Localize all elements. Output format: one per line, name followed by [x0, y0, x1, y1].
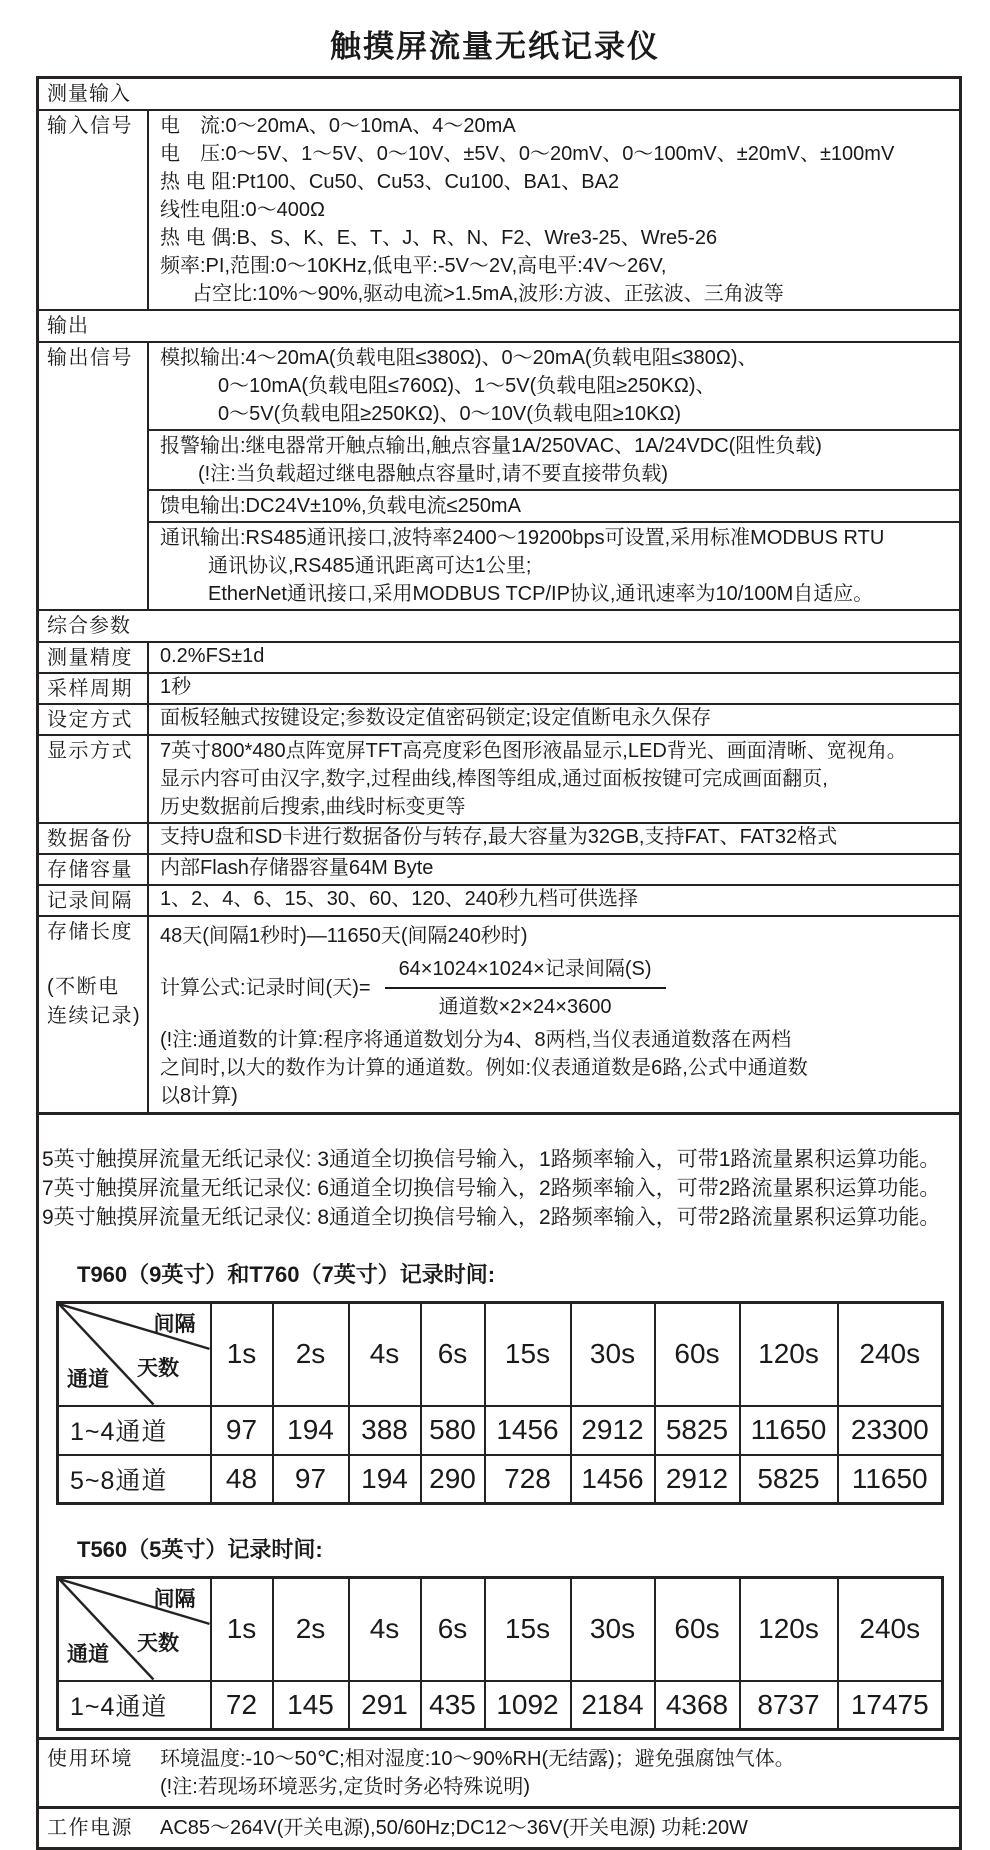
- row-storage-length: [39, 915, 959, 1112]
- cell-value: 291: [349, 1681, 421, 1730]
- section-label: 测量输入: [47, 83, 131, 105]
- spec-line: 0～5V(负载电阻≥250KΩ)、0～10V(负载电阻≥10KΩ): [218, 403, 682, 425]
- corner-cell: [58, 1303, 211, 1406]
- col-header: 1s: [211, 1303, 273, 1406]
- col-header: 240s: [838, 1578, 943, 1681]
- section-label: 综合参数: [47, 615, 131, 637]
- cell-value: 23300: [838, 1406, 943, 1455]
- row-backup: [39, 822, 959, 853]
- storage-label-line: 存储长度: [47, 921, 133, 943]
- subrow-feed-output: [149, 489, 959, 521]
- spec-table: [36, 76, 962, 1115]
- spec-line: 报警输出:继电器常开触点输出,触点容量1A/250VAC、1A/24VDC(阻性负载): [160, 435, 822, 457]
- intro-line: 5英寸触摸屏流量无纸记录仪: 3通道全切换信号输入，1路频率输入，可带1路流量累积运算功能。: [42, 1148, 941, 1171]
- row-environment: [39, 1737, 959, 1806]
- cell-value: 48: [211, 1455, 273, 1504]
- setting-value: [149, 705, 959, 734]
- row-display: [39, 734, 959, 822]
- section-measure-input: [39, 79, 959, 109]
- cell-value: 97: [211, 1406, 273, 1455]
- formula-numerator: 64×1024×1024×记录间隔(S): [385, 956, 666, 989]
- spec-line: 电 压:0～5V、1～5V、0～10V、±5V、0～20mV、0～100mV、±20mV、±100mV: [160, 143, 895, 165]
- display-content: [149, 736, 959, 822]
- cell-value: 4368: [655, 1681, 740, 1730]
- table-row: [58, 1681, 943, 1730]
- spec-line: 频率:PI,范围:0～10KHz,低电平:-5V～2V,高电平:4V～26V,: [160, 255, 667, 277]
- spec-line: 0～10mA(负载电阻≤760Ω)、1～5V(负载电阻≥250KΩ)、: [218, 375, 716, 397]
- t960-table-title: T960（9英寸）和T760（7英寸）记录时间:: [77, 1262, 496, 1287]
- cell-value: 97: [273, 1455, 349, 1504]
- corner-interval-label: 间隔: [153, 1313, 196, 1336]
- t960-header-row: [58, 1303, 943, 1406]
- row-interval: [39, 884, 959, 915]
- models-intro: [39, 1115, 959, 1232]
- cell-value: 435: [421, 1681, 485, 1730]
- storage-label-line: 连续记录): [47, 1005, 142, 1027]
- interval-label: 记录间隔: [39, 886, 149, 915]
- storage-label-line: (不断电: [47, 976, 120, 998]
- row-label: 5~8通道: [58, 1455, 211, 1504]
- col-header: 60s: [655, 1578, 740, 1681]
- cell-value: 2184: [571, 1681, 655, 1730]
- corner-cell: [58, 1578, 211, 1681]
- row-capacity: [39, 853, 959, 884]
- spec-line: 通讯协议,RS485通讯距离可达1公里;: [208, 555, 532, 577]
- col-header: 30s: [571, 1303, 655, 1406]
- col-header: 120s: [740, 1303, 838, 1406]
- cell-value: 290: [421, 1455, 485, 1504]
- setting-label: 设定方式: [39, 705, 149, 734]
- spec-line: 内部Flash存储器容量64M Byte: [160, 857, 434, 879]
- spec-line: 支持U盘和SD卡进行数据备份与转存,最大容量为32GB,支持FAT、FAT32格式: [160, 826, 838, 848]
- cell-value: 8737: [740, 1681, 838, 1730]
- col-header: 240s: [838, 1303, 943, 1406]
- formula-fraction: [385, 956, 666, 1020]
- spec-line: EtherNet通讯接口,采用MODBUS TCP/IP协议,通讯速率为10/100M自适应。: [208, 583, 874, 605]
- t560-table-title: T560（5英寸）记录时间:: [77, 1537, 323, 1562]
- cell-value: 145: [273, 1681, 349, 1730]
- t560-record-table: [56, 1576, 944, 1731]
- row-label: 1~4通道: [58, 1406, 211, 1455]
- table-row: [58, 1455, 943, 1504]
- row-accuracy: [39, 641, 959, 672]
- spec-line: 电 流:0～20mA、0～10mA、4～20mA: [160, 115, 516, 137]
- spec-line: 面板轻触式按键设定;参数设定值密码锁定;设定值断电永久保存: [160, 707, 712, 729]
- row-sampling: [39, 672, 959, 703]
- cell-value: 5825: [740, 1455, 838, 1504]
- cell-value: 11650: [740, 1406, 838, 1455]
- cell-value: 580: [421, 1406, 485, 1455]
- col-header: 4s: [349, 1303, 421, 1406]
- spec-line: 0.2%FS±1d: [160, 645, 265, 667]
- accuracy-label: 测量精度: [39, 643, 149, 672]
- note-line: 以8计算): [160, 1085, 238, 1107]
- corner-days-label: 天数: [137, 1357, 179, 1380]
- cell-value: 11650: [838, 1455, 943, 1504]
- spec-line: 馈电输出:DC24V±10%,负载电流≤250mA: [160, 495, 521, 517]
- cell-value: 2912: [655, 1455, 740, 1504]
- capacity-label: 存储容量: [39, 855, 149, 884]
- models-record-box: [36, 1115, 962, 1850]
- col-header: 30s: [571, 1578, 655, 1681]
- interval-value: [149, 886, 959, 915]
- section-output: [39, 309, 959, 341]
- table-row: [58, 1406, 943, 1455]
- input-signal-content: [149, 111, 959, 309]
- intro-line: 9英寸触摸屏流量无纸记录仪: 8通道全切换信号输入，2路频率输入，可带2路流量累积运算功能。: [42, 1206, 941, 1229]
- output-signal-label: 输出信号: [39, 343, 149, 609]
- spec-line: 模拟输出:4～20mA(负载电阻≤380Ω)、0～20mA(负载电阻≤380Ω)、: [160, 347, 758, 369]
- power-content: [149, 1809, 959, 1847]
- capacity-value: [149, 855, 959, 884]
- note-line: 之间时,以大的数作为计算的通道数。例如:仪表通道数是6路,公式中通道数: [160, 1057, 808, 1079]
- storage-label: [39, 917, 149, 1112]
- cell-value: 1456: [571, 1455, 655, 1504]
- col-header: 15s: [485, 1303, 571, 1406]
- cell-value: 2912: [571, 1406, 655, 1455]
- sampling-label: 采样周期: [39, 674, 149, 703]
- environment-content: [149, 1740, 959, 1806]
- spec-line: (!注:当负载超过继电器触点容量时,请不要直接带负载): [198, 463, 668, 485]
- col-header: 6s: [421, 1303, 485, 1406]
- cell-value: 17475: [838, 1681, 943, 1730]
- output-signal-content: [149, 343, 959, 609]
- section-label: 输出: [47, 315, 89, 337]
- formula-denominator: 通道数×2×24×3600: [438, 996, 612, 1018]
- subrow-comm-output: [149, 521, 959, 609]
- accuracy-value: [149, 643, 959, 672]
- backup-value: [149, 824, 959, 853]
- storage-range: 48天(间隔1秒时)—11650天(间隔240秒时): [160, 925, 528, 947]
- storage-content: [149, 917, 959, 1112]
- formula-prefix: 计算公式:记录时间(天)=: [160, 977, 371, 999]
- corner-channel-label: 通道: [67, 1367, 109, 1391]
- spec-line: 历史数据前后搜索,曲线时标变更等: [160, 796, 466, 818]
- col-header: 1s: [211, 1578, 273, 1681]
- subrow-analog-output: [149, 343, 959, 429]
- storage-formula: [149, 956, 959, 1020]
- display-label: 显示方式: [39, 736, 149, 822]
- subrow-alarm-output: [149, 429, 959, 489]
- cell-value: 5825: [655, 1406, 740, 1455]
- power-line: AC85～264V(开关电源),50/60Hz;DC12～36V(开关电源) 功耗:20W: [160, 1817, 748, 1839]
- page-title: 触摸屏流量无纸记录仪: [330, 29, 660, 64]
- corner-channel-label: 通道: [67, 1642, 109, 1666]
- col-header: 60s: [655, 1303, 740, 1406]
- t960-record-table: [56, 1301, 944, 1505]
- col-header: 120s: [740, 1578, 838, 1681]
- environment-line: 环境温度:-10～50℃;相对湿度:10～90%RH(无结露)；避免强腐蚀气体。: [160, 1748, 795, 1770]
- t560-header-row: [58, 1578, 943, 1681]
- col-header: 15s: [485, 1578, 571, 1681]
- note-line: (!注:通道数的计算:程序将通道数划分为4、8两档,当仪表通道数落在两档: [160, 1029, 792, 1051]
- environment-label: 使用环境: [47, 1748, 133, 1770]
- cell-value: 728: [485, 1455, 571, 1504]
- cell-value: 1092: [485, 1681, 571, 1730]
- row-power: [39, 1806, 959, 1847]
- section-general: [39, 609, 959, 641]
- spec-line: 线性电阻:0～400Ω: [160, 199, 325, 221]
- spec-line: 7英寸800*480点阵宽屏TFT高亮度彩色图形液晶显示,LED背光、画面清晰、宽视角。: [160, 740, 907, 762]
- spec-line: 热 电 阻:Pt100、Cu50、Cu53、Cu100、BA1、BA2: [160, 171, 620, 193]
- col-header: 2s: [273, 1578, 349, 1681]
- row-setting: [39, 703, 959, 734]
- spec-line: 热 电 偶:B、S、K、E、T、J、R、N、F2、Wre3-25、Wre5-26: [160, 227, 718, 249]
- cell-value: 1456: [485, 1406, 571, 1455]
- col-header: 6s: [421, 1578, 485, 1681]
- row-label: 1~4通道: [58, 1681, 211, 1730]
- cell-value: 388: [349, 1406, 421, 1455]
- col-header: 2s: [273, 1303, 349, 1406]
- cell-value: 72: [211, 1681, 273, 1730]
- spec-line: 显示内容可由汉字,数字,过程曲线,棒图等组成,通过面板按键可完成画面翻页,: [160, 768, 828, 790]
- input-signal-label: 输入信号: [39, 111, 149, 309]
- cell-value: 194: [349, 1455, 421, 1504]
- backup-label: 数据备份: [39, 824, 149, 853]
- spec-line: 1秒: [160, 676, 192, 698]
- row-output-signal: [39, 341, 959, 609]
- spec-line: 占空比:10%～90%,驱动电流>1.5mA,波形:方波、正弦波、三角波等: [192, 283, 784, 305]
- corner-interval-label: 间隔: [153, 1588, 196, 1611]
- intro-line: 7英寸触摸屏流量无纸记录仪: 6通道全切换信号输入，2路频率输入，可带2路流量累积运算功能。: [42, 1177, 941, 1200]
- spec-line: 1、2、4、6、15、30、60、120、240秒九档可供选择: [160, 888, 638, 910]
- col-header: 4s: [349, 1578, 421, 1681]
- corner-days-label: 天数: [137, 1632, 179, 1655]
- sampling-value: [149, 674, 959, 703]
- spec-line: 通讯输出:RS485通讯接口,波特率2400～19200bps可设置,采用标准MODBUS RTU: [160, 527, 885, 549]
- power-label: 工作电源: [47, 1817, 133, 1839]
- environment-line: (!注:若现场环境恶劣,定货时务必特殊说明): [160, 1776, 530, 1798]
- row-input-signal: [39, 109, 959, 309]
- cell-value: 194: [273, 1406, 349, 1455]
